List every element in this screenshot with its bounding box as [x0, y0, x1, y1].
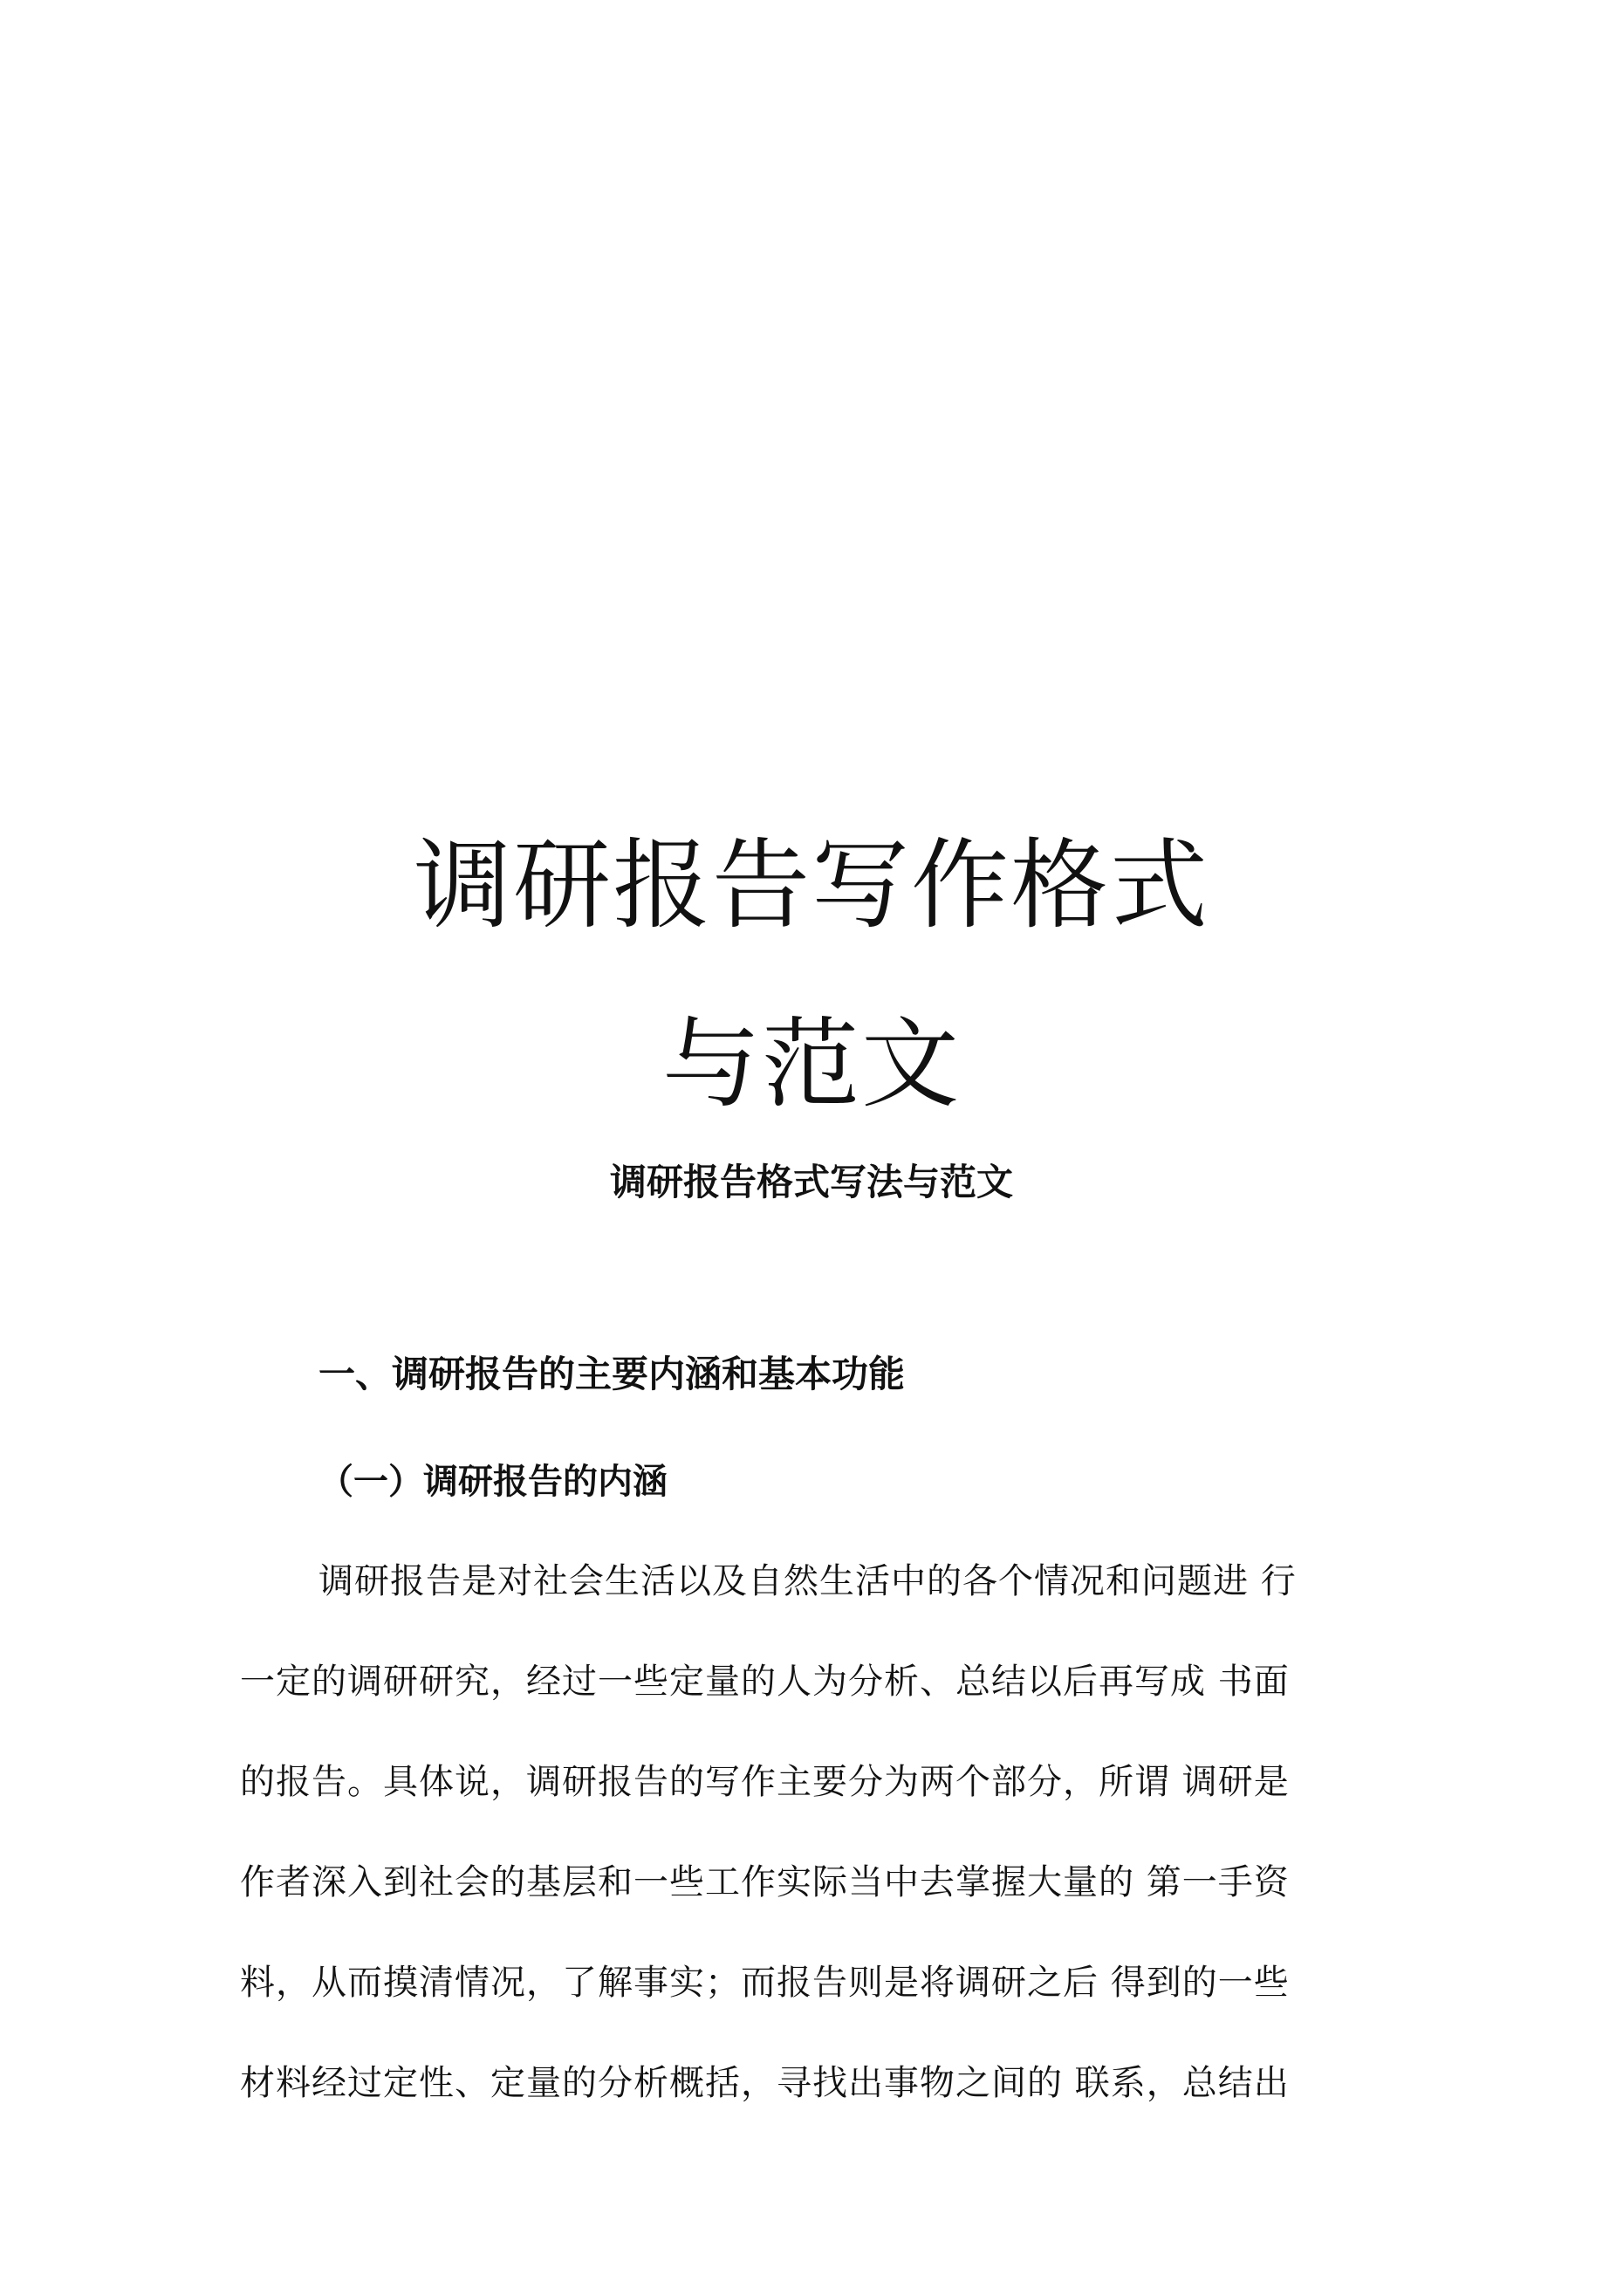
- subsection-heading: （一）调研报告的内涵: [318, 1461, 668, 1502]
- body-line: 的报告。具体说，调研报告的写作主要分为两个部分，所谓 调研是: [240, 1762, 1290, 1802]
- document-title-line-2: 与范文: [662, 1008, 961, 1121]
- body-paragraph: [240, 1555, 1383, 2157]
- body-line: 一定的调研研究，经过一些定量的人为分析、总结以后再写成 书面: [240, 1662, 1290, 1702]
- body-line: 料，从而摸清情况，了解事实；而报告则是将调研之后 得到的一些: [240, 1963, 1290, 2003]
- section-heading: 一、调研报告的主要内涵和基本功能: [318, 1353, 906, 1395]
- body-line: 材料经过定性、定量的分析概括，寻找出事物之间的 联系，总结出: [240, 2063, 1290, 2103]
- body-line: 作者深入到社会的基层和一些工作实际当中去掌握大量的 第一手资: [240, 1862, 1290, 1902]
- document-title-line-1: 调研报告写作格式: [414, 829, 1209, 942]
- body-line: 调研报告是对社会生活以及自然生活中的各个情况和问题进 行: [318, 1561, 1297, 1601]
- document-subtitle: 调研报告格式写法与范文: [609, 1161, 1013, 1203]
